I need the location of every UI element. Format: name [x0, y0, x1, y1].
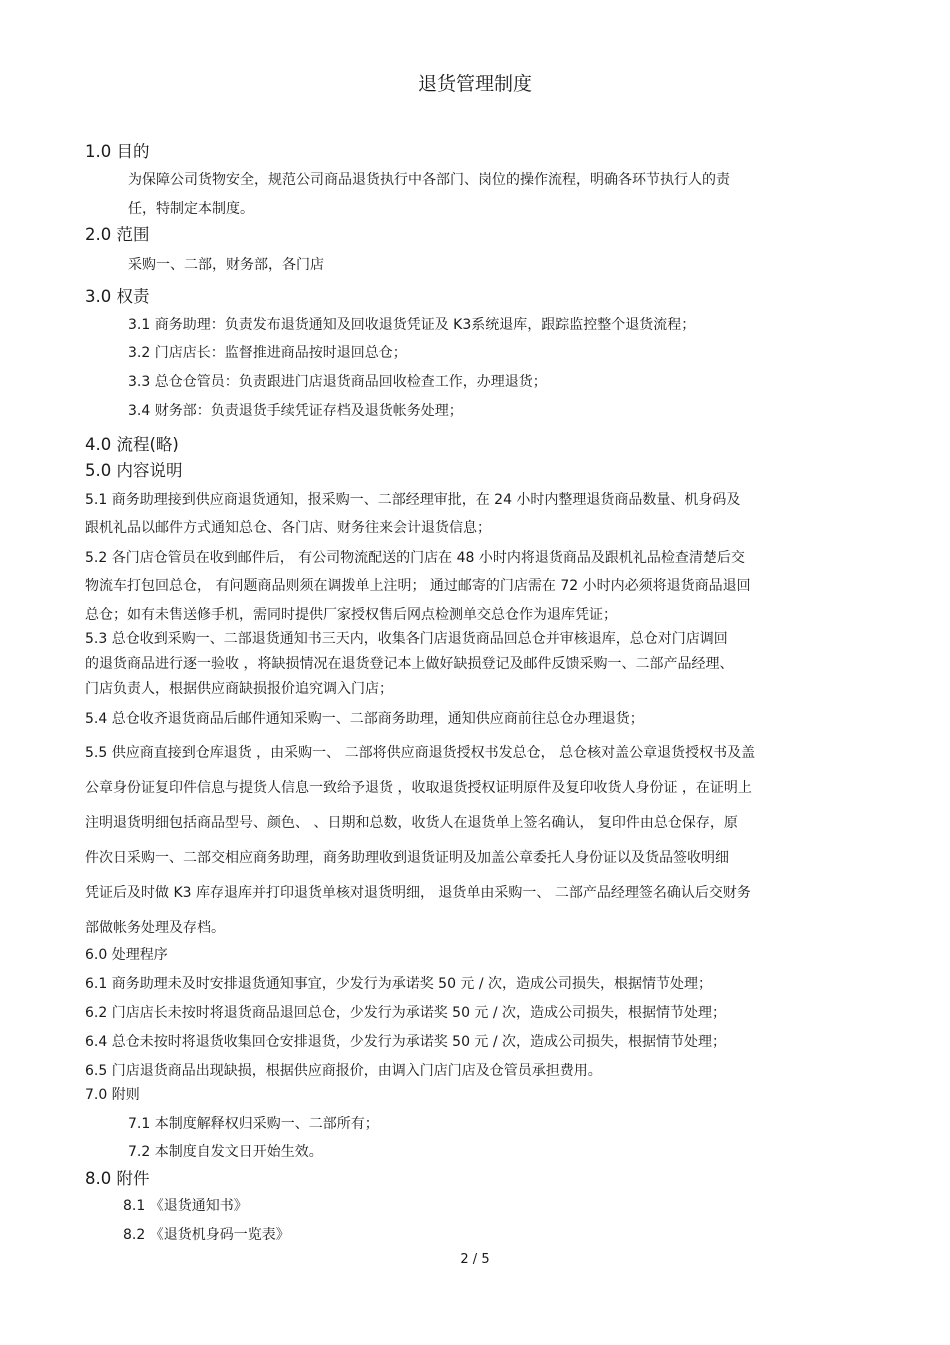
- page-number: 2 / 5: [460, 1252, 490, 1267]
- section-heading-purpose: 1.0 目的: [85, 142, 150, 161]
- content-line: 的退货商品进行逐一验收 ，将缺损情况在退货登记本上做好缺损登记及邮件反馈采购一、二部产品经理、: [85, 656, 734, 672]
- content-line: 5.3 总仓收到采购一、二部退货通知书三天内，收集各门店退货商品回总仓并审核退库，总仓对门店调回: [85, 631, 728, 647]
- content-line: 注明退货明细包括商品型号、颜色、 、日期和总数，收货人在退货单上签名确认， 复印件由总仓保存，原: [85, 815, 738, 831]
- handling-item: 6.4 总仓未按时将退货收集回仓安排退货，少发行为承诺奖 50 元 / 次，造成公司损失，根据情节处理；: [85, 1034, 727, 1050]
- responsibility-item: 3.3 总仓仓管员：负责跟进门店退货商品回收检查工作，办理退货；: [128, 374, 547, 390]
- content-line: 物流车打包回总仓， 有问题商品则须在调拨单上注明； 通过邮寄的门店需在 72 小时内必须将退货商品退回: [85, 578, 751, 594]
- responsibility-item: 3.2 门店店长：监督推进商品按时退回总仓；: [128, 345, 407, 361]
- section-heading-responsibilities: 3.0 权责: [85, 287, 150, 306]
- content-line: 门店负责人，根据供应商缺损报价追究调入门店；: [85, 681, 393, 697]
- handling-item: 6.1 商务助理未及时安排退货通知事宜，少发行为承诺奖 50 元 / 次，造成公司损失，根据情节处理；: [85, 976, 713, 992]
- document-title: 退货管理制度: [417, 73, 532, 95]
- purpose-line: 为保障公司货物安全，规范公司商品退货执行中各部门、岗位的操作流程，明确各环节执行人的责: [128, 172, 730, 188]
- responsibility-item: 3.4 财务部：负责退货手续凭证存档及退货帐务处理；: [128, 403, 463, 419]
- section-heading-process: 4.0 流程(略): [85, 435, 179, 454]
- scope-line: 采购一、二部，财务部，各门店: [128, 257, 324, 273]
- content-line: 部做帐务处理及存档。: [85, 920, 225, 936]
- content-line: 件次日采购一、二部交相应商务助理，商务助理收到退货证明及加盖公章委托人身份证以及货品签收明细: [85, 850, 729, 866]
- content-line: 5.5 供应商直接到仓库退货 ，由采购一、 二部将供应商退货授权书发总仓， 总仓核对盖公章退货授权书及盖: [85, 745, 756, 761]
- attachment-item: 8.2 《退货机身码一览表》: [123, 1227, 290, 1243]
- content-line: 跟机礼品以邮件方式通知总仓、各门店、财务往来会计退货信息；: [85, 520, 491, 536]
- handling-item: 6.2 门店店长未按时将退货商品退回总仓，少发行为承诺奖 50 元 / 次，造成公司损失，根据情节处理；: [85, 1005, 727, 1021]
- section-heading-handling: 6.0 处理程序: [85, 947, 168, 963]
- content-line: 凭证后及时做 K3 库存退库并打印退货单核对退货明细， 退货单由采购一、 二部产品经理签名确认后交财务: [85, 885, 751, 901]
- attachment-item: 8.1 《退货通知书》: [123, 1198, 248, 1214]
- supplementary-item: 7.2 本制度自发文日开始生效。: [128, 1144, 323, 1160]
- content-line: 5.1 商务助理接到供应商退货通知，报采购一、二部经理审批，在 24 小时内整理退货商品数量、机身码及: [85, 492, 741, 508]
- section-heading-supplementary: 7.0 附则: [85, 1087, 140, 1103]
- content-line: 5.2 各门店仓管员在收到邮件后， 有公司物流配送的门店在 48 小时内将退货商品及跟机礼品检查清楚后交: [85, 550, 745, 566]
- handling-item: 6.5 门店退货商品出现缺损，根据供应商报价，由调入门店门店及仓管员承担费用。: [85, 1063, 602, 1079]
- content-line: 总仓；如有未售送修手机，需同时提供厂家授权售后网点检测单交总仓作为退库凭证；: [85, 607, 617, 623]
- content-line: 5.4 总仓收齐退货商品后邮件通知采购一、二部商务助理，通知供应商前往总仓办理退货；: [85, 711, 644, 727]
- responsibility-item: 3.1 商务助理：负责发布退货通知及回收退货凭证及 K3系统退库，跟踪监控整个退货流程；: [128, 317, 696, 333]
- purpose-line: 任，特制定本制度。: [128, 201, 254, 217]
- section-heading-attachments: 8.0 附件: [85, 1169, 150, 1188]
- content-line: 公章身份证复印件信息与提货人信息一致给予退货 ，收取退货授权证明原件及复印收货人身份证 ，在证明上: [85, 780, 752, 796]
- section-heading-scope: 2.0 范围: [85, 225, 150, 244]
- section-heading-content: 5.0 内容说明: [85, 461, 183, 480]
- supplementary-item: 7.1 本制度解释权归采购一、二部所有；: [128, 1116, 379, 1132]
